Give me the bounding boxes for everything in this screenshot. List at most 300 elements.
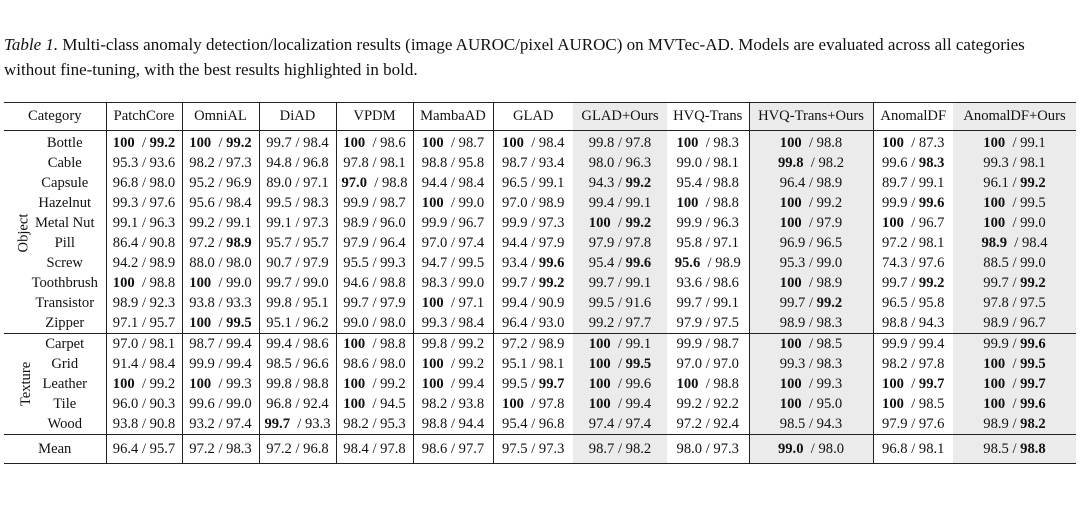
image-auroc: 95.4 [502,416,528,432]
table-cell: 98.0 / 96.3 [573,153,667,173]
pixel-auroc: 98.6 [303,336,329,352]
pixel-auroc: 99.7 [538,376,565,392]
image-auroc: 100 [343,376,366,392]
table-cell: 96.0 / 90.3 [106,394,182,414]
pixel-auroc: 99.2 [149,376,176,392]
image-auroc: 99.7 [266,135,292,151]
image-auroc: 97.2 [189,235,215,251]
table-cell: 97.0 / 97.4 [413,233,493,253]
pixel-auroc: 94.4 [458,416,485,432]
table-cell: 100 / 99.2 [106,131,182,154]
pixel-auroc: 97.6 [149,195,176,211]
image-auroc: 100 [983,356,1006,372]
image-auroc: 74.3 [882,255,908,271]
table-caption [4,32,1078,82]
image-auroc: 99.9 [343,195,369,211]
table-cell: 100 / 98.6 [336,131,413,154]
pixel-auroc: 98.1 [713,155,739,171]
image-auroc: 100 [189,315,212,331]
table-row [4,213,1076,233]
image-auroc: 99.2 [676,396,703,412]
image-auroc: 97.1 [112,315,139,331]
pixel-auroc: 98.0 [380,315,406,331]
pixel-auroc: 98.2 [1020,416,1046,432]
pixel-auroc: 97.8 [918,356,945,372]
image-auroc: 99.8 [266,376,292,392]
table-cell: 91.4 / 98.4 [106,354,182,374]
pixel-auroc: 99.2 [816,295,843,311]
image-auroc: 98.8 [421,155,448,171]
column-header-glad: GLAD [493,103,573,131]
image-auroc: 97.2 [189,441,215,457]
table-cell: 97.9 / 97.6 [882,416,945,432]
pixel-auroc: 98.3 [303,195,329,211]
pixel-auroc: 98.0 [818,441,845,457]
table-cell: 99.9 / 96.3 [667,213,749,233]
image-auroc: 93.4 [502,255,528,271]
pixel-auroc: 99.0 [226,275,252,291]
image-auroc: 100 [588,215,611,231]
category-label: Toothbrush [24,273,106,293]
column-header-anomaldf: AnomalDF [873,103,953,131]
pixel-auroc: 99.6 [1020,336,1046,352]
pixel-auroc: 97.9 [816,215,843,231]
pixel-auroc: 98.3 [226,441,252,457]
pixel-auroc: 98.3 [918,155,945,171]
table-cell: 98.9 / 92.3 [106,293,182,313]
table-cell: 98.9 / 96.0 [336,213,413,233]
table-row [4,193,1076,213]
table-cell: 99.8 / 98.2 [749,153,873,173]
image-auroc: 97.0 [676,356,703,372]
pixel-auroc: 98.9 [715,255,741,271]
pixel-auroc: 96.5 [816,235,843,251]
pixel-auroc: 98.5 [816,336,843,352]
image-auroc: 98.5 [983,441,1009,457]
table-cell: 99.9 / 99.6 [953,334,1076,355]
table-row [4,173,1076,193]
table-cell: 100 / 99.3 [749,374,873,394]
pixel-auroc: 94.3 [816,416,843,432]
pixel-auroc: 98.9 [226,235,252,251]
pixel-auroc: 98.9 [149,255,176,271]
mean-row [4,435,1076,464]
table-cell: 100 / 97.1 [413,293,493,313]
table-cell: 96.9 / 96.5 [749,233,873,253]
image-auroc: 99.3 [112,195,139,211]
pixel-auroc: 99.3 [226,376,252,392]
image-auroc: 97.2 [882,235,908,251]
image-auroc: 100 [189,376,212,392]
table-row [4,153,1076,173]
image-auroc: 98.5 [779,416,806,432]
pixel-auroc: 97.3 [538,441,565,457]
image-auroc: 94.3 [588,175,615,191]
pixel-auroc: 98.4 [458,175,485,191]
table-cell: 97.2 / 98.1 [882,235,945,251]
pixel-auroc: 98.1 [380,155,406,171]
image-auroc: 96.8 [112,175,139,191]
image-auroc: 100 [779,135,802,151]
pixel-auroc: 96.3 [713,215,739,231]
pixel-auroc: 98.1 [149,336,176,352]
pixel-auroc: 96.4 [380,235,406,251]
pixel-auroc: 99.4 [226,336,252,352]
category-label: Capsule [24,173,106,193]
image-auroc: 95.6 [189,195,215,211]
image-auroc: 100 [779,215,802,231]
pixel-auroc: 99.5 [458,255,485,271]
image-auroc: 100 [983,215,1006,231]
pixel-auroc: 98.9 [816,275,843,291]
table-cell: 88.0 / 98.0 [182,253,259,273]
pixel-auroc: 97.9 [380,295,406,311]
table-cell: 100 / 94.5 [336,394,413,414]
table-cell: 93.2 / 97.4 [182,414,259,435]
pixel-auroc: 97.4 [226,416,252,432]
table-cell: 99.3 / 98.4 [413,313,493,334]
pixel-auroc: 97.4 [625,416,652,432]
image-auroc: 98.9 [981,235,1007,251]
image-auroc: 100 [676,195,699,211]
table-cell: 99.7 / 99.1 [667,293,749,313]
group-object [4,131,1076,334]
image-auroc: 97.9 [588,235,615,251]
table-cell: 99.4 / 98.6 [259,334,336,355]
table-cell: 99.9 / 99.6 [882,195,945,211]
table-cell: 99.2 / 99.1 [182,213,259,233]
image-auroc: 99.9 [676,215,703,231]
column-header-glad-ours: GLAD+Ours [573,103,667,131]
image-auroc: 98.6 [421,441,448,457]
table-cell: 93.8 / 90.8 [106,414,182,435]
image-auroc: 95.4 [676,175,703,191]
table-cell: 99.9 / 99.4 [182,354,259,374]
pixel-auroc: 97.6 [918,255,945,271]
table-cell: 98.7 / 99.4 [182,334,259,355]
pixel-auroc: 98.1 [1020,155,1046,171]
pixel-auroc: 93.4 [538,155,565,171]
image-auroc: 94.4 [502,235,528,251]
image-auroc: 100 [588,396,611,412]
table-cell: 94.2 / 98.9 [106,253,182,273]
table-cell: 100 / 98.8 [749,131,873,154]
pixel-auroc: 92.3 [149,295,176,311]
image-auroc: 99.1 [266,215,292,231]
image-auroc: 100 [502,396,524,412]
image-auroc: 98.7 [189,336,215,352]
table-cell: 98.9 / 98.3 [749,313,873,334]
image-auroc: 100 [343,396,366,412]
table-cell: 100 / 87.3 [882,135,945,151]
category-header: Category [4,103,106,131]
category-label: Pill [24,233,106,253]
table-cell: 99.9 / 98.7 [336,193,413,213]
image-auroc: 97.0 [341,175,367,191]
pixel-auroc: 98.9 [538,336,565,352]
image-auroc: 97.8 [343,155,369,171]
table-cell: 97.2 / 92.4 [667,414,749,435]
pixel-auroc: 98.8 [1020,441,1046,457]
image-auroc: 100 [343,135,366,151]
table-cell: 95.1 / 96.2 [259,313,336,334]
table-cell: 93.6 / 98.6 [667,273,749,293]
category-label: Hazelnut [24,193,106,213]
table-cell: 99.0 / 98.1 [667,153,749,173]
image-auroc: 99.7 [882,275,908,291]
pixel-auroc: 90.9 [538,295,565,311]
table-cell: 100 / 95.0 [749,394,873,414]
table-cell: 98.8 / 94.4 [413,414,493,435]
table-cell: 95.5 / 99.3 [336,253,413,273]
pixel-auroc: 99.5 [625,356,652,372]
pixel-auroc: 99.0 [1020,215,1046,231]
pixel-auroc: 96.8 [538,416,565,432]
image-auroc: 95.2 [189,175,215,191]
pixel-auroc: 98.8 [380,336,406,352]
image-auroc: 100 [421,135,444,151]
image-auroc: 98.5 [266,356,292,372]
table-cell: 74.3 / 97.6 [882,255,945,271]
category-label: Wood [24,414,106,435]
image-auroc: 94.8 [266,155,292,171]
table-row [4,394,1076,414]
pixel-auroc: 99.2 [1020,275,1046,291]
image-auroc: 99.7 [676,295,703,311]
table-cell: 94.7 / 99.5 [413,253,493,273]
image-auroc: 98.7 [502,155,528,171]
table-cell: 99.5 / 98.3 [259,193,336,213]
table-cell: 95.4 / 99.6 [573,253,667,273]
pixel-auroc: 99.1 [1020,135,1046,151]
table-cell: 99.9 / 97.3 [502,215,565,231]
table-cell: 97.8 / 98.1 [336,153,413,173]
pixel-auroc: 98.3 [713,135,739,151]
pixel-auroc: 99.2 [816,195,843,211]
image-auroc: 96.1 [983,175,1009,191]
pixel-auroc: 97.3 [303,215,329,231]
pixel-auroc: 90.3 [149,396,176,412]
category-label: Tile [24,394,106,414]
image-auroc: 98.2 [189,155,215,171]
pixel-auroc: 98.8 [713,175,739,191]
image-auroc: 93.6 [676,275,703,291]
table-cell: 100 / 98.4 [502,135,565,151]
image-auroc: 99.9 [189,356,215,372]
table-cell: 95.6 / 98.4 [182,193,259,213]
pixel-auroc: 97.6 [918,416,945,432]
image-auroc: 94.6 [343,275,369,291]
pixel-auroc: 97.9 [538,235,565,251]
image-auroc: 100 [588,336,611,352]
pixel-auroc: 99.5 [1020,356,1046,372]
pixel-auroc: 99.4 [226,356,252,372]
image-auroc: 99.4 [266,336,292,352]
pixel-auroc: 98.2 [818,155,845,171]
image-auroc: 98.0 [588,155,615,171]
table-cell: 88.5 / 99.0 [953,253,1076,273]
pixel-auroc: 99.4 [458,376,485,392]
image-auroc: 98.3 [421,275,448,291]
table-row [4,273,1076,293]
image-auroc: 98.6 [343,356,369,372]
image-auroc: 97.5 [502,441,528,457]
table-cell: 100 / 99.0 [182,273,259,293]
pixel-auroc: 99.7 [1020,376,1046,392]
image-auroc: 99.5 [266,195,292,211]
table-cell: 96.4 / 95.7 [106,435,182,464]
image-auroc: 100 [882,135,904,151]
table-cell: 97.2 / 98.9 [493,334,573,355]
pixel-auroc: 98.8 [713,195,739,211]
image-auroc: 98.9 [779,315,806,331]
image-auroc: 98.8 [882,315,908,331]
pixel-auroc: 99.2 [149,135,176,151]
column-header-anomaldf-ours: AnomalDF+Ours [953,103,1076,131]
pixel-auroc: 99.1 [538,175,565,191]
table-cell: 97.5 / 97.3 [493,435,573,464]
table-cell: 99.6 / 99.0 [182,394,259,414]
table-cell: 99.2 / 92.2 [667,394,749,414]
table-cell: 98.9 / 98.4 [953,233,1076,253]
table-cell: 97.4 / 97.4 [573,414,667,435]
image-auroc: 96.5 [882,295,908,311]
pixel-auroc: 97.3 [226,155,252,171]
pixel-auroc: 98.1 [538,356,565,372]
pixel-auroc: 98.8 [713,376,739,392]
pixel-auroc: 96.0 [380,215,406,231]
pixel-auroc: 99.2 [538,275,565,291]
table-cell: 97.2 / 96.8 [259,435,336,464]
pixel-auroc: 99.2 [625,215,652,231]
pixel-auroc: 98.9 [816,175,843,191]
image-auroc: 96.4 [502,315,528,331]
table-cell: 98.7 / 93.4 [502,155,565,171]
table-cell: 98.8 / 94.3 [882,315,945,331]
pixel-auroc: 99.3 [380,255,406,271]
image-auroc: 100 [421,356,444,372]
table-cell: 100 / 99.6 [953,394,1076,414]
pixel-auroc: 99.0 [458,275,485,291]
table-cell: 99.9 / 96.7 [413,213,493,233]
image-auroc: 97.2 [266,441,292,457]
table-cell: 100 / 99.4 [413,374,493,394]
table-cell: 98.9 / 96.7 [953,313,1076,334]
image-auroc: 98.9 [983,315,1009,331]
table-cell: 89.0 / 97.1 [259,173,336,193]
image-auroc: 100 [343,336,366,352]
table-cell: 100 / 99.5 [953,193,1076,213]
image-auroc: 99.7 [779,295,806,311]
image-auroc: 88.0 [189,255,215,271]
results-table [4,102,1076,464]
table-cell: 98.2 / 97.3 [182,153,259,173]
pixel-auroc: 97.8 [625,235,652,251]
group-label: Texture [4,334,24,435]
table-cell: 97.9 / 97.8 [573,233,667,253]
image-auroc: 97.0 [502,195,528,211]
pixel-auroc: 97.5 [713,315,739,331]
table-cell: 100 / 99.7 [882,376,945,392]
image-auroc: 100 [882,376,904,392]
table-cell: 99.0 / 98.0 [336,313,413,334]
pixel-auroc: 99.2 [918,275,945,291]
table-cell: 97.1 / 95.7 [106,313,182,334]
image-auroc: 99.1 [112,215,139,231]
table-cell: 100 / 96.7 [882,215,945,231]
image-auroc: 99.7 [588,275,615,291]
image-auroc: 100 [779,396,802,412]
pixel-auroc: 98.1 [918,441,945,457]
pixel-auroc: 99.6 [1020,396,1046,412]
caption-text: Multi-class anomaly detection/localization results (image AUROC/pixel AUROC) on MVTec-AD. Models are evaluated across all categories without fine-tuning, with the best results highlighted in bold. [4,35,1025,79]
pixel-auroc: 97.8 [625,135,652,151]
pixel-auroc: 93.3 [226,295,252,311]
pixel-auroc: 93.3 [305,416,331,432]
table-cell: 99.1 / 97.3 [259,213,336,233]
table-cell: 100 / 99.4 [573,394,667,414]
image-auroc: 100 [421,195,444,211]
table-cell: 100 / 99.2 [749,193,873,213]
category-label: Metal Nut [24,213,106,233]
pixel-auroc: 96.3 [149,215,176,231]
pixel-auroc: 97.8 [380,441,406,457]
pixel-auroc: 97.1 [713,235,739,251]
table-cell: 97.0 / 98.1 [106,334,182,355]
pixel-auroc: 96.8 [303,155,329,171]
pixel-auroc: 98.0 [226,255,252,271]
image-auroc: 99.7 [502,275,528,291]
pixel-auroc: 99.2 [458,336,485,352]
pixel-auroc: 98.0 [149,175,176,191]
table-cell: 99.7 / 99.2 [502,275,565,291]
table-cell: 99.4 / 90.9 [502,295,565,311]
pixel-auroc: 92.4 [303,396,329,412]
category-label: Leather [24,374,106,394]
mean-label: Mean [4,435,106,464]
image-auroc: 99.3 [779,356,806,372]
pixel-auroc: 99.1 [918,175,945,191]
image-auroc: 100 [502,135,524,151]
table-cell: 97.0 / 97.0 [667,354,749,374]
image-auroc: 99.9 [676,336,703,352]
image-auroc: 99.2 [189,215,215,231]
table-cell: 98.7 / 98.2 [573,435,667,464]
pixel-auroc: 97.3 [713,441,739,457]
pixel-auroc: 96.9 [226,175,252,191]
caption-label: Table 1. [4,35,59,54]
pixel-auroc: 99.6 [538,255,565,271]
table-cell: 96.4 / 98.9 [749,173,873,193]
pixel-auroc: 99.4 [918,336,945,352]
table-cell: 99.8 / 99.2 [413,334,493,355]
table-cell: 99.4 / 99.1 [573,193,667,213]
image-auroc: 97.2 [676,416,703,432]
image-auroc: 100 [112,376,135,392]
table-cell: 100 / 98.5 [882,396,945,412]
image-auroc: 98.2 [343,416,369,432]
table-cell: 96.5 / 95.8 [882,295,945,311]
image-auroc: 96.8 [266,396,292,412]
image-auroc: 97.2 [502,336,528,352]
pixel-auroc: 97.9 [303,255,329,271]
pixel-auroc: 99.1 [226,215,252,231]
table-cell: 100 / 99.0 [413,193,493,213]
table-cell: 98.8 / 95.8 [413,153,493,173]
table-cell: 97.9 / 97.5 [667,313,749,334]
table-cell: 98.4 / 97.8 [336,435,413,464]
image-auroc: 96.0 [112,396,139,412]
